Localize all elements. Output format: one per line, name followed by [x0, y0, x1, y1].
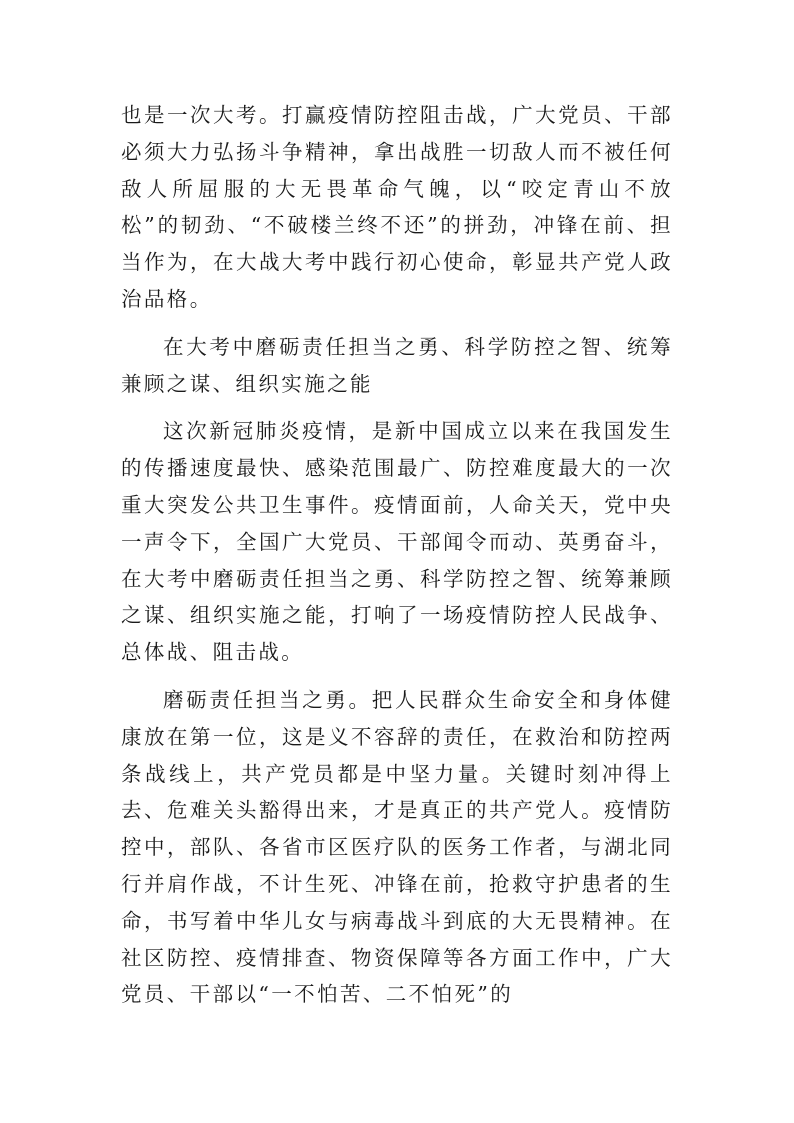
paragraph-2: 这次新冠肺炎疫情，是新中国成立以来在我国发生的传播速度最快、感染范围最广、防控难度最大的一次重大突发公共卫生事件。疫情面前，人命关天，党中央一声令下，全国广大党员、干部闻令而动、英勇奋斗，在大考中磨砺责任担当之勇、科学防控之智、统筹兼顾之谋、组织实施之能，打响了一场疫情防控人民战争、总体战、阻击战。 — [121, 419, 673, 665]
paragraph-3: 磨砺责任担当之勇。把人民群众生命安全和身体健康放在第一位，这是义不容辞的责任，在救治和防控两条战线上，共产党员都是中坚力量。关键时刻冲得上去、危难关头豁得出来，才是真正的共产党人。疫情防控中，部队、各省市区医疗队的医务工作者，与湖北同行并肩作战，不计生死、冲锋在前，抢救守护患者的生命，书写着中华儿女与病毒战斗到底的大无畏精神。在社区防控、疫情排查、物资保障等各方面工作中，广大党员、干部以“一不怕苦、二不怕死”的 — [121, 687, 673, 1007]
section-heading: 在大考中磨砺责任担当之勇、科学防控之智、统筹兼顾之谋、组织实施之能 — [121, 334, 673, 396]
paragraph-1: 也是一次大考。打赢疫情防控阻击战，广大党员、干部必须大力弘扬斗争精神，拿出战胜一切敌人而不被任何敌人所屈服的大无畏革命气魄，以“咬定青山不放松”的韧劲、“不破楼兰终不还”的拼劲，冲锋在前、担当作为，在大战大考中践行初心使命，彰显共产党人政治品格。 — [121, 103, 673, 311]
document-body — [121, 97, 673, 1013]
